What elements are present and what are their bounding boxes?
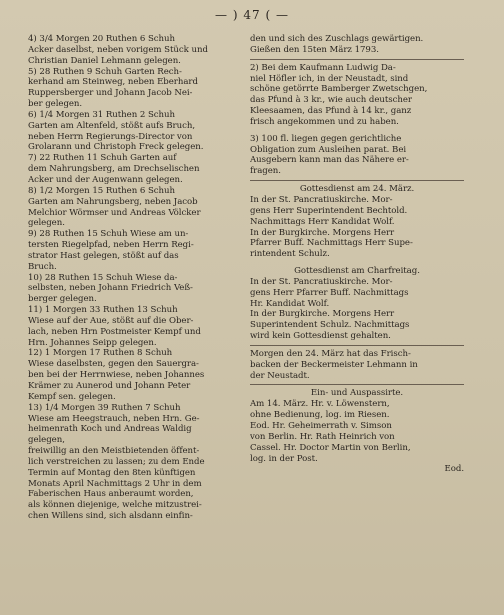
text-line: dem Nahrungsberg, am Drechselischen [28,164,200,175]
text-line: ohne Bedienung, log. im Riesen. [250,410,390,421]
text-line: 10) 28 Ruthen 15 Schuh Wiese da- [28,272,178,283]
divider [250,59,464,60]
text-line: Krämer zu Aunerod und Johann Peter [28,381,191,391]
signature: Eod. [444,464,464,475]
text-line: Kempf sen. gelegen. [28,391,116,402]
text-line: Faberischen Haus anberaumt worden, [28,489,194,500]
text-line: Bruch. [28,261,57,272]
text-line: 9) 28 Ruthen 15 Schuh Wiese am un- [28,229,189,240]
notice-plums [250,63,464,128]
text-line: Gießen den 15ten März 1793. [250,44,379,55]
divider [250,345,464,346]
left-column [28,34,238,522]
notice-loan [250,134,464,177]
text-line: heimenrath Koch und Andreas Waldig [28,424,192,435]
service-list [250,195,464,260]
text-line: niel Höfler ich, in der Neustadt, sind [250,73,409,84]
text-line: Garten am Nahrungsberg, neben Jacob [28,196,198,207]
text-line: das Pfund à 3 kr., wie auch deutscher [250,95,412,106]
closing-lines [250,34,464,56]
text-line: Hr. Kandidat Wolf. [250,298,330,309]
text-line: Acker und der Augenwann gelegen. [28,174,183,185]
text-line: 8) 1/2 Morgen 15 Ruthen 6 Schuh [28,185,176,196]
text-line: Wiese auf der Aue, stößt auf die Ober- [28,315,194,326]
text-line: 11) 1 Morgen 33 Ruthen 13 Schuh [28,305,178,316]
text-line: freiwillig an den Meistbietenden öffent- [28,446,200,457]
text-line: gens Herr Pfarrer Buff. Nachmittags [250,287,409,298]
text-line: als können diejenige, welche mitzustrei- [28,500,202,511]
divider [250,384,464,385]
text-line: Grolarann und Christoph Freck gelegen. [28,142,204,153]
divider [250,180,464,181]
section-heading-service: Gottesdienst am 24. März. [299,184,415,195]
text-line: Am 14. März. Hr. v. Löwenstern, [250,399,390,410]
page-number-header: — ) 47 ( — [215,8,289,22]
text-line: 5) 28 Ruthen 9 Schuh Garten Rech- [28,66,182,77]
text-line: schöne getörrte Bamberger Zwetschgen, [250,84,428,95]
text-line: gelegen. [28,218,65,229]
text-line: den und sich des Zuschlags gewärtigen. [250,34,424,44]
text-line: der Neustadt. [250,370,310,381]
text-line: Christian Daniel Lehmann gelegen. [28,55,181,66]
text-line: 12) 1 Morgen 17 Ruthen 8 Schuh [28,348,173,359]
text-line: Nachmittags Herr Kandidat Wolf. [250,216,395,227]
text-line: ben bei der Herrnwiese, neben Johannes [28,370,205,381]
text-line: frisch angekommen und zu haben. [250,116,399,127]
text-line: 4) 3/4 Morgen 20 Ruthen 6 Schuh [28,34,176,44]
text-line: Wiese daselbsten, gegen den Sauergra- [28,359,199,370]
section-heading-travellers: Ein- und Auspassirte. [310,388,404,399]
text-line: Superintendent Schulz. Nachmittags [250,320,410,331]
text-line: In der St. Pancratiuskirche. Mor- [250,276,393,287]
text-line: 7) 22 Ruthen 11 Schuh Garten auf [28,153,177,164]
text-line: Garten am Altenfeld, stößt aufs Bruch, [28,120,195,131]
text-line: tersten Riegelpfad, neben Herrn Regi- [28,240,194,251]
text-line: berger gelegen. [28,294,97,305]
text-line: kerhand am Steinweg, neben Eberhard [28,77,198,88]
text-line: Monats April Nachmittags 2 Uhr in dem [28,478,202,489]
text-line: In der Burgkirche. Morgens Herr [250,227,395,238]
text-line: selbsten, neben Johann Friedrich Veß- [28,283,193,294]
right-column [250,34,464,475]
text-line: lich verstreichen zu lassen; zu dem Ende [28,456,205,467]
section-heading-good-friday: Gottesdienst am Charfreitag. [294,266,420,277]
text-line: Melchior Wörmser und Andreas Völcker [28,207,201,218]
text-line: Hrn. Johannes Seipp gelegen. [28,337,157,348]
good-friday-list [250,277,464,342]
text-line: chen Willens sind, sich alsdann einfin- [28,511,193,522]
text-line: 6) 1/4 Morgen 31 Ruthen 2 Schuh [28,109,176,120]
text-line: Kleesaamen, das Pfund à 14 kr., ganz [250,106,412,117]
text-line: Morgen den 24. März hat das Frisch- [250,348,411,359]
text-line: Cassel. Hr. Doctor Martin von Berlin, [250,442,411,453]
text-line: Eod. Hr. Geheimerrath v. Simson [250,421,392,431]
text-line: neben Herrn Regierungs-Director von [28,131,193,142]
text-line: Obligation zum Ausleihen parat. Bei [250,144,407,155]
text-line: gens Herr Superintendent Bechtold. [250,205,408,216]
text-line: 2) Bei dem Kaufmann Ludwig Da- [250,62,396,73]
baking-notice [250,349,464,382]
text-line: rintendent Schulz. [250,249,330,260]
text-line: Ruppersberger und Johann Jacob Nei- [28,88,193,99]
text-line: fragen. [250,166,281,177]
text-line: In der St. Pancratiuskirche. Mor- [250,194,393,205]
text-line: Wiese am Heegstrauch, neben Hrn. Ge- [28,413,200,424]
text-line: Termin auf Montag den 8ten künftigen [28,467,196,478]
text-line: von Berlin. Hr. Rath Heinrich von [250,431,395,442]
text-line: Pfarrer Buff. Nachmittags Herr Supe- [250,238,413,249]
text-line: strator Hast gelegen, stößt auf das [28,250,179,261]
text-line: backen der Beckermeister Lehmann in [250,359,418,370]
text-line: 13) 1/4 Morgen 39 Ruthen 7 Schuh [28,402,181,413]
text-line: wird kein Gottesdienst gehalten. [250,331,391,342]
text-line: lach, neben Hrn Postmeister Kempf und [28,326,201,337]
text-line: Ausgebern kann man das Nähere er- [250,155,409,166]
text-line: gelegen, [28,435,65,446]
text-line: log. in der Post. [250,453,318,464]
text-line: ber gelegen. [28,99,83,110]
travellers-list [250,399,464,464]
text-line: 3) 100 fl. liegen gegen gerichtliche [250,133,402,144]
text-line: Acker daselbst, neben vorigem Stück und [28,44,208,55]
text-line: In der Burgkirche. Morgens Herr [250,309,395,320]
